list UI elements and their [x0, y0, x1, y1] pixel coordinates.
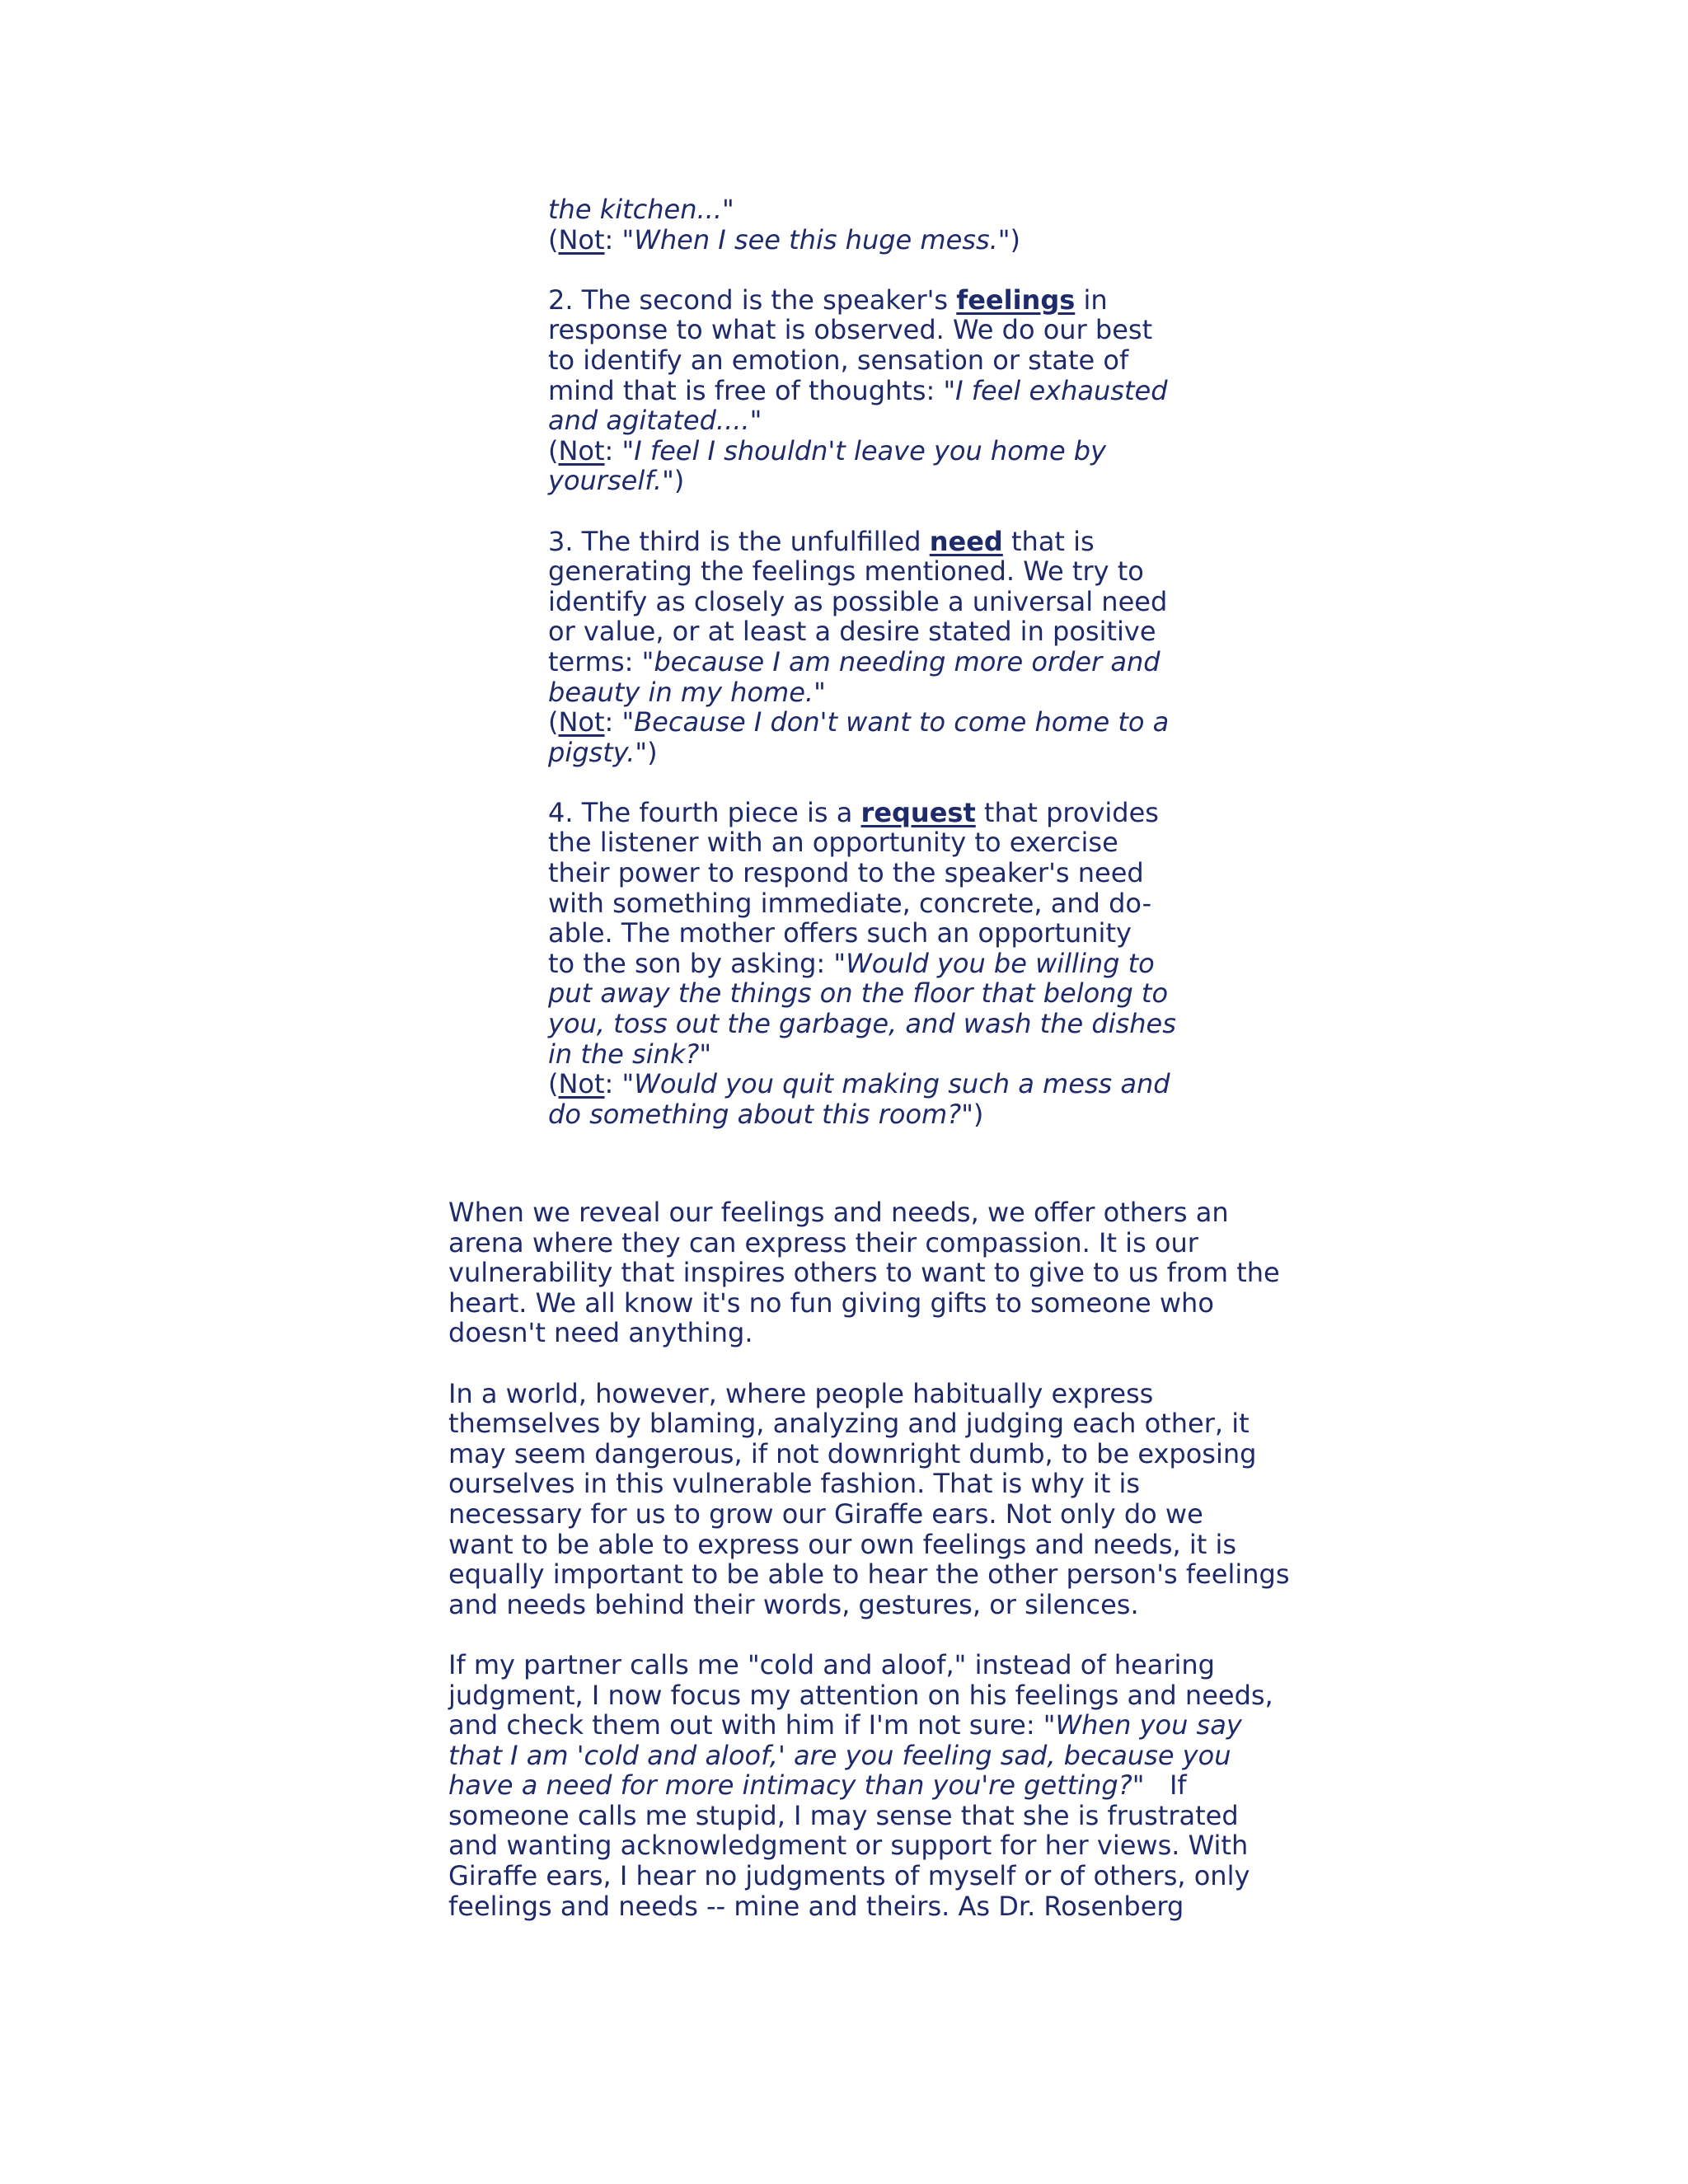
list-item-need: 3. The third is the unfulfilled need that is generating the feelings mentioned. We try to identify as closely as possible a universal need or value, or at least a desire stated in positive terms: "because I am needing more order and beauty in my home." (Not: "Because I don't want to come home to a pigsty.")	[548, 525, 1170, 768]
quote-text: beauty in my home."	[548, 676, 826, 708]
quote-text: put away the things on the floor that belong to	[548, 977, 1169, 1010]
quote-text: yourself."	[548, 465, 674, 497]
not-label: Not	[558, 1068, 605, 1100]
quote-text: and agitated...."	[548, 405, 762, 437]
observation-continuation: the kitchen..." (Not: "When I see this huge mess.")	[548, 194, 1020, 255]
keyword-need: need	[929, 525, 1003, 557]
quote-text: have a need for more intimacy than you're getting?"	[448, 1769, 1145, 1802]
indented-list	[548, 194, 1175, 1160]
quote-text: "When you say	[1043, 1709, 1242, 1741]
paragraph-vulnerability: When we reveal our feelings and needs, we offer others an arena where they can express their compassion. It is our vulnerability that inspires others to want to give to us from the heart. We all know it's no fun giving gifts to someone who doesn't need anything.	[448, 1197, 1280, 1349]
quote-text: "Would you quit making such a mess and	[621, 1068, 1170, 1100]
quote-text: in the sink?"	[548, 1038, 712, 1070]
quote-text: pigsty."	[548, 736, 648, 768]
quote-text: "When I see this huge mess."	[621, 223, 1010, 255]
quote-text: "I feel I shouldn't leave you home by	[621, 434, 1107, 466]
not-label: Not	[558, 706, 605, 738]
keyword-feelings: feelings	[956, 284, 1076, 316]
quote-text: the kitchen..."	[548, 194, 734, 225]
list-item-feelings: 2. The second is the speaker's feelings in response to what is observed. We do our best to identify an emotion, sensation or state of mind that is free of thoughts: "I feel exhausted and agitated...." (Not: "I feel I shouldn't leave you home by yourself.")	[548, 284, 1168, 497]
quote-text: "because I am needing more order and	[641, 645, 1160, 677]
quote-text: "Would you be willing to	[833, 947, 1155, 979]
not-label: Not	[558, 434, 605, 466]
quote-text: do something about this room?"	[548, 1098, 973, 1130]
quote-text: you, toss out the garbage, and wash the dishes	[548, 1008, 1176, 1040]
quote-text: "I feel exhausted	[943, 374, 1168, 406]
paragraph-giraffe-ears: In a world, however, where people habitually express themselves by blaming, analyzing and judging each other, it may seem dangerous, if not downright dumb, to be exposing ourselves in this vulnerable fashion. That is why it is necessary for us to grow our Giraffe ears. Not only do we want to be able to express our own feelings and needs, it is equally important to be able to hear the other person's feelings and needs behind their words, gestures, or silences.	[448, 1377, 1290, 1620]
keyword-request: request	[860, 796, 976, 828]
paragraph-partner-example: If my partner calls me "cold and aloof," instead of hearing judgment, I now focus my attention on his feelings and needs, and check them out with him if I'm not sure: "When you say that I am 'cold and aloof,' are you feeling sad, because you have a need for more intimacy than you're getting?" If someone calls me stupid, I may sense that she is frustrated and wanting acknowledgment or support for her views. With Giraffe ears, I hear no judgments of myself or of others, only feelings and needs -- mine and theirs. As Dr. Rosenberg	[448, 1648, 1273, 1922]
not-label: Not	[558, 223, 605, 255]
quote-text: "Because I don't want to come home to a	[621, 706, 1170, 738]
body-text	[448, 1197, 1290, 1952]
quote-text: that I am 'cold and aloof,' are you feeling sad, because you	[448, 1739, 1231, 1771]
list-item-request: 4. The fourth piece is a request that provides the listener with an opportunity to exercise their power to respond to the speaker's need with something immediate, concrete, and do- able. The mother offers such an opportunity to the son by asking: "Would you be willing to put away the things on the floor that belong to you, toss out the garbage, and wash the dishes in the sink?" (Not: "Would you quit making such a mess and do something about this room?")	[548, 796, 1176, 1130]
